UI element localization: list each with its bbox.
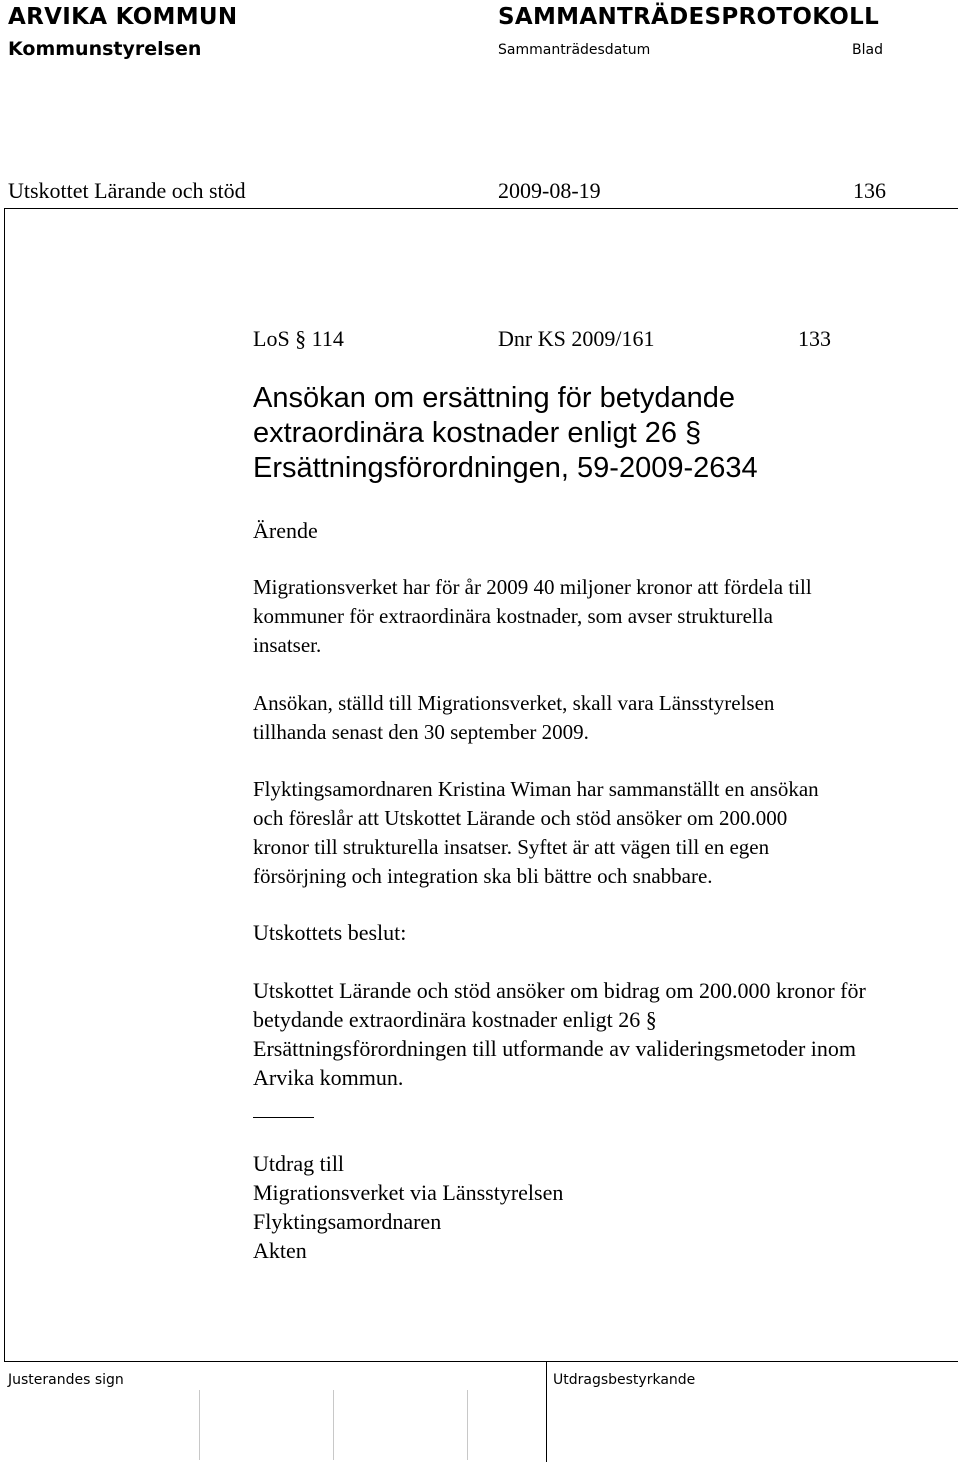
signature-divider-3	[467, 1390, 468, 1460]
extract-recipient: Akten	[253, 1238, 307, 1263]
org-name: ARVIKA KOMMUN	[8, 4, 238, 30]
section-heading: Ärende	[253, 518, 318, 543]
certified-extract-label: Utdragsbestyrkande	[553, 1372, 696, 1388]
meeting-date: 2009-08-19	[498, 178, 601, 203]
extract-recipient: Flyktingsamordnaren	[253, 1209, 442, 1234]
header-rule	[4, 208, 958, 209]
paragraph-line: tillhanda senast den 30 september 2009.	[253, 720, 589, 744]
department-name: Kommunstyrelsen	[8, 38, 202, 60]
footer-center-divider	[546, 1362, 547, 1462]
decision-line: betydande extraordinära kostnader enligt 26 §	[253, 1007, 657, 1032]
paragraph-line: Flyktingsamordnaren Kristina Wiman har sammanställt en ansökan	[253, 777, 819, 801]
title-line: extraordinära kostnader enligt 26 §	[253, 417, 702, 449]
paragraph-line: Migrationsverket har för år 2009 40 miljoner kronor att fördela till	[253, 575, 812, 599]
signature-divider-2	[333, 1390, 334, 1460]
decision-heading: Utskottets beslut:	[253, 920, 407, 945]
case-dnr: Dnr KS 2009/161	[498, 326, 655, 351]
page-label: Blad	[852, 42, 883, 58]
paragraph-line: Ansökan, ställd till Migrationsverket, skall vara Länsstyrelsen	[253, 691, 775, 715]
paragraph-3	[253, 775, 953, 891]
paragraph-line: kronor till strukturella insatser. Syftet är att vägen till en egen	[253, 835, 770, 859]
extract-label: Utdrag till	[253, 1151, 345, 1176]
extract-recipient: Migrationsverket via Länsstyrelsen	[253, 1180, 564, 1205]
case-title	[253, 381, 953, 486]
signature-divider-1	[199, 1390, 200, 1460]
adjuster-signature-label: Justerandes sign	[8, 1372, 124, 1388]
paragraph-line: kommuner för extraordinära kostnader, som avser strukturella	[253, 604, 773, 628]
page-number: 136	[853, 178, 886, 203]
decision-line: Arvika kommun.	[253, 1065, 404, 1090]
case-number: 133	[798, 326, 831, 351]
decision-line: Utskottet Lärande och stöd ansöker om bidrag om 200.000 kronor för	[253, 978, 866, 1003]
paragraph-line: försörjning och integration ska bli bättre och snabbare.	[253, 864, 713, 888]
decision-line: Ersättningsförordningen till utformande av valideringsmetoder inom	[253, 1036, 857, 1061]
paragraph-1	[253, 573, 953, 660]
decision-text	[253, 976, 953, 1092]
committee-name: Utskottet Lärande och stöd	[8, 178, 246, 203]
title-line: Ersättningsförordningen, 59-2009-2634	[253, 452, 758, 484]
footer-rule	[4, 1361, 958, 1362]
paragraph-line: och föreslår att Utskottet Lärande och stöd ansöker om 200.000	[253, 806, 788, 830]
paragraph-line: insatser.	[253, 633, 322, 657]
title-line: Ansökan om ersättning för betydande	[253, 382, 736, 414]
case-reference: LoS § 114	[253, 326, 344, 351]
meeting-date-label: Sammanträdesdatum	[498, 42, 651, 58]
document-type: SAMMANTRÄDESPROTOKOLL	[498, 4, 880, 30]
paragraph-2	[253, 689, 953, 747]
extract-distribution	[253, 1149, 953, 1265]
left-border	[4, 208, 5, 1362]
separator-rule	[253, 1117, 314, 1118]
